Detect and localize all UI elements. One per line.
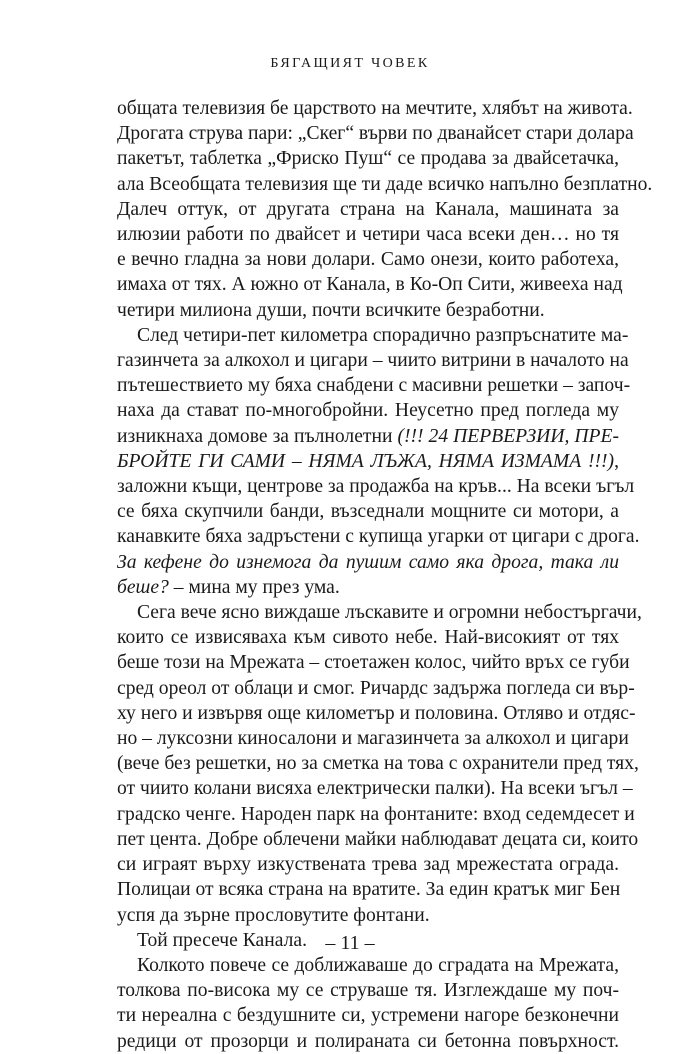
text-line: ала Всеобщата телевизия ще ти даде всичко напълно безплатно. xyxy=(117,173,653,195)
text-line: ти нереална с бездушните си, устремени нагоре безконечни xyxy=(117,1005,619,1027)
text-segment: изникнаха домове за пълнолетни xyxy=(117,425,398,447)
text-line: газинчета за алкохол и цигари – чиито витрини в началото на xyxy=(117,350,629,372)
text-line: от чиито колани висяха електрически палки). На всеки ъгъл – xyxy=(117,778,633,800)
text-line: илюзии работи по двайсет и четири часа всеки ден… но тя xyxy=(117,224,619,246)
text-line: Полицаи от всяка страна на вратите. За един кратък миг Бен xyxy=(117,879,621,901)
text-line: си играят върху изкуствената трева зад мрежестата ограда. xyxy=(117,854,619,876)
text-segment: – мина му през ума. xyxy=(168,576,340,598)
text-line: редици от прозорци и полираната си бетонна повърхност. xyxy=(117,1030,619,1052)
text-line: канавките бяха задръстени с купища угарки от цигари с дрога. xyxy=(117,526,640,548)
text-line: градско ченге. Народен парк на фонтаните: вход седемдесет и xyxy=(117,803,635,825)
text-line: четири милиона души, почти всичките безработни. xyxy=(117,299,545,321)
text-line: които се извисяваха към сивото небе. Най-високият от тях xyxy=(117,627,619,649)
text-line: Колкото повече се доближаваше до сградата на Мрежата, xyxy=(137,954,619,976)
running-head: БЯГАЩИЯТ ЧОВЕК xyxy=(270,56,430,71)
italic-insert: БРОЙТЕ ГИ САМИ – НЯМА ЛЪЖА, НЯМА ИЗМАМА !!!) xyxy=(117,450,615,472)
text-line: беше този на Мрежата – стоетажен колос, чийто връх се губи xyxy=(117,652,630,674)
text-line: заложни къщи, центрове за продажба на кръв... На всеки ъгъл xyxy=(117,476,635,498)
text-line: (вече без решетки, но за сметка на това с охранители пред тях, xyxy=(117,753,639,775)
text-line xyxy=(117,449,619,474)
page-number: – 11 – xyxy=(325,932,375,954)
text-line: пет цента. Добре облечени майки наблюдават децата си, които xyxy=(117,828,639,850)
text-line: се бяха скупчили банди, възседнали мощните си мотори, а xyxy=(117,501,619,523)
text-line: е вечно гладна за нови долари. Само онези, които работеха, xyxy=(117,249,619,271)
italic-thought: беше? xyxy=(117,576,169,598)
text-segment: , xyxy=(614,450,619,472)
text-line: пакетът, таблетка „Фриско Пуш“ се продава за двайсетачка, xyxy=(117,148,619,170)
text-line: успя да зърне прословутите фонтани. xyxy=(117,904,430,926)
text-line: общата телевизия бе царството на мечтите, хлябът на живота. xyxy=(117,98,633,119)
text-line: След четири-пет километра спорадично разпръснатите ма- xyxy=(137,324,629,346)
italic-thought: За кефене до изнемога да пушим само яка дрога, така ли xyxy=(117,551,619,573)
text-line: ху него и извървя още километър и половина. Отляво и отдяс- xyxy=(117,702,636,724)
body-text xyxy=(117,96,653,1054)
text-line xyxy=(117,424,619,449)
text-line: Далеч оттук, от другата страна на Канала, машината за xyxy=(117,198,619,220)
italic-insert: (!!! 24 ПЕРВЕРЗИИ, ПРЕ- xyxy=(397,425,619,447)
text-line: имаха от тях. А южно от Канала, в Ко-Оп Сити, живееха над xyxy=(117,274,623,296)
text-line: толкова по-висока му се струваше тя. Изглеждаше му поч- xyxy=(117,980,619,1002)
text-line xyxy=(117,550,619,575)
text-line: Дрогата струва пари: „Скег“ върви по дванайсет стари долара xyxy=(117,123,634,145)
text-line: Той пресече Канала. xyxy=(137,929,307,951)
text-line: но – луксозни киносалони и магазинчета за алкохол и цигари xyxy=(117,728,629,750)
text-line: Сега вече ясно виждаше лъскавите и огромни небостъргачи, xyxy=(137,602,642,624)
text-line: наха да стават по-многобройни. Неусетно пред погледа му xyxy=(117,400,619,422)
text-line: пътешествието му бяха снабдени с масивни решетки – започ- xyxy=(117,375,631,397)
text-line xyxy=(117,575,619,600)
text-line: сред ореол от облаци и смог. Ричардс задържа погледа си вър- xyxy=(117,677,635,699)
